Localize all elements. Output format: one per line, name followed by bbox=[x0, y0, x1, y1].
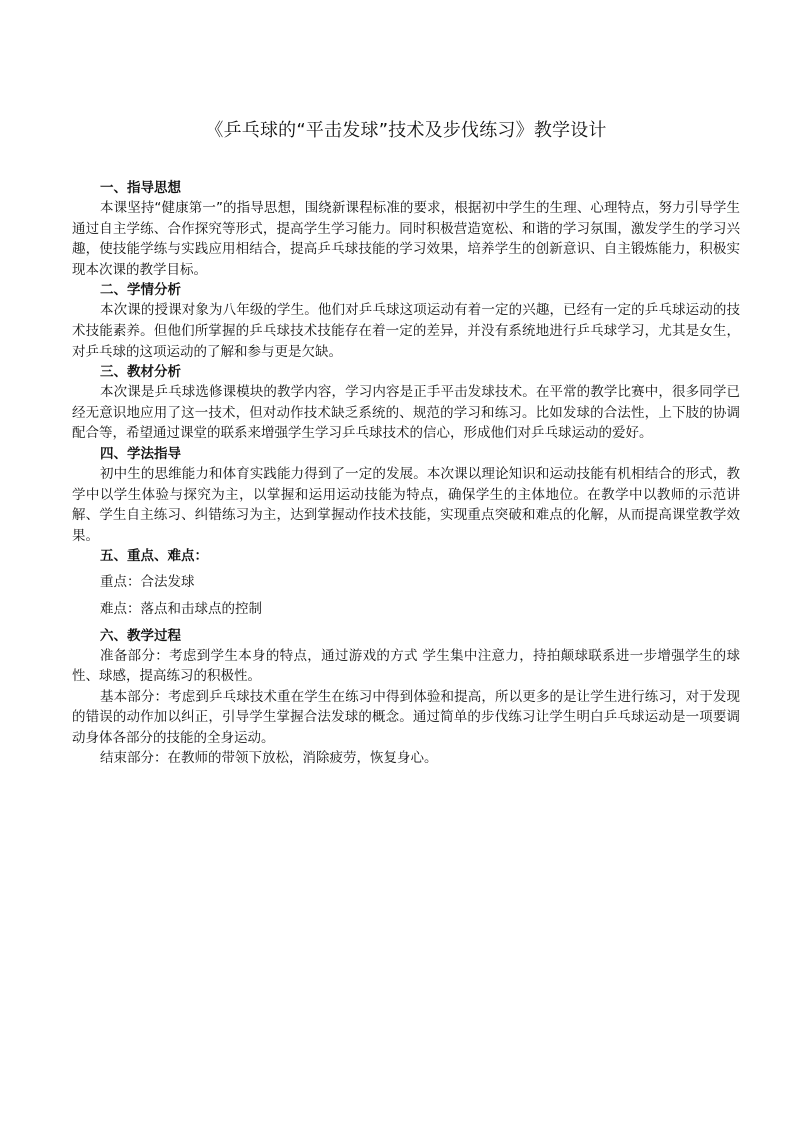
section-heading: 二、学情分析 bbox=[100, 282, 181, 299]
document-page bbox=[72, 118, 740, 769]
section-paragraph: 初中生的思维能力和体育实践能力得到了一定的发展。本次课以理论知识和运动技能有机相结合的形式，教学中以学生体验与探究为主，以掌握和运用运动技能为特点，确保学生的主体地位。在教学中以教师的示范讲解、学生自主练习、纠错练习为主，达到掌握动作技术技能，实现重点突破和难点的化解，从而提高课堂教学效果。 bbox=[72, 465, 740, 544]
section-paragraph: 结束部分：在教师的带领下放松，消除疲劳，恢复身心。 bbox=[100, 750, 438, 767]
section-student-analysis bbox=[72, 280, 740, 362]
section-teaching-process bbox=[72, 626, 740, 770]
section-paragraph: 本次课是乒乓球选修课模块的教学内容，学习内容是正手平击发球技术。在平常的教学比赛中，很多同学已经无意识地应用了这一技术，但对动作技术缺乏系统的、规范的学习和练习。比如发球的合法性，上下肢的协调配合等，希望通过课堂的联系来增强学生学习乒乓球技术的信心，形成他们对乒乓球运动的爱好。 bbox=[72, 384, 740, 442]
document-title: 《乒乓球的“平击发球”技术及步伐练习》教学设计 bbox=[205, 120, 607, 141]
difficulty-line: 难点：落点和击球点的控制 bbox=[100, 600, 262, 617]
section-paragraph: 基本部分：考虑到乒乓球技术重在学生在练习中得到体验和提高，所以更多的是让学生进行练习，对于发现的错误的动作加以纠正，引导学生掌握合法发球的概念。通过简单的步伐练习让学生明白乒乓球运动是一项要调动身体各部分的技能的全身运动。 bbox=[72, 688, 740, 746]
section-heading: 一、指导思想 bbox=[100, 180, 181, 196]
section-heading: 五、重点、难点： bbox=[100, 548, 208, 565]
section-learning-guidance bbox=[72, 444, 740, 546]
section-heading: 三、教材分析 bbox=[100, 364, 181, 381]
section-paragraph: 本次课的授课对象为八年级的学生。他们对乒乓球这项运动有着一定的兴趣，已经有一定的乒乓球运动的技术技能素养。但他们所掌握的乒乓球技术技能存在着一定的差异，并没有系统地进行乒乓球学习，尤其是女生，对乒乓球的这项运动的了解和参与更是欠缺。 bbox=[72, 302, 740, 360]
section-heading: 四、学法指导 bbox=[100, 445, 181, 462]
section-guiding-ideology bbox=[72, 178, 740, 280]
key-point-line: 重点：合法发球 bbox=[100, 574, 195, 591]
section-material-analysis bbox=[72, 362, 740, 444]
section-heading: 六、教学过程 bbox=[100, 627, 181, 644]
section-paragraph: 本课坚持“健康第一”的指导思想，围绕新课程标准的要求，根据初中学生的生理、心理特点，努力引导学生通过自主学练、合作探究等形式，提高学生学习能力。同时积极营造宽松、和谐的学习氛围，激发学生的学习兴趣，使技能学练与实践应用相结合，提高乒乓球技能的学习效果，培养学生的创新意识、自主锻炼能力，积极实现本次课的教学目标。 bbox=[72, 200, 740, 278]
section-paragraph: 准备部分：考虑到学生本身的特点，通过游戏的方式 学生集中注意力，持拍颠球联系进一步增强学生的球性、球感，提高练习的积极性。 bbox=[72, 647, 740, 685]
section-key-difficult-points bbox=[72, 546, 740, 625]
